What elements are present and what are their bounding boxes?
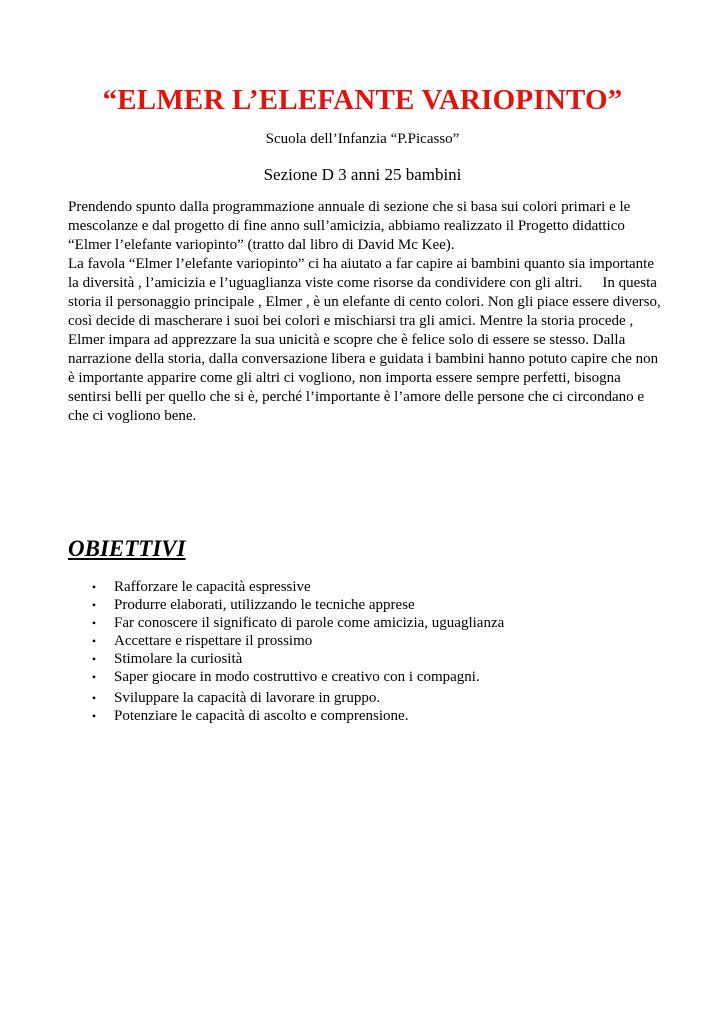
paragraph-line [68, 274, 658, 293]
paragraph-line: “Elmer l’elefante variopinto” (tratto dal libro di David Mc Kee). [68, 237, 455, 253]
paragraph-line: Elmer impara ad apprezzare la sua unicità e scopre che è felice solo di essere se stesso. Dalla [68, 332, 626, 348]
objectives-list [88, 578, 668, 725]
objective-text: Stimolare la curiosità [114, 651, 243, 667]
list-item [88, 650, 668, 668]
objective-text: Produrre elaborati, utilizzando le tecniche apprese [114, 597, 415, 613]
list-item [88, 632, 668, 650]
bullet-icon: • [91, 598, 97, 612]
objective-text: Saper giocare in modo costruttivo e creativo con i compagni. [114, 669, 480, 685]
paragraph-line-part: In questa [602, 275, 657, 291]
bullet-icon: • [91, 616, 97, 630]
list-item [88, 614, 668, 632]
paragraph-line: così decide di mascherare i suoi bei colori e mischiarsi tra gli amici. Mentre la storia procede , [68, 313, 634, 329]
objective-text: Potenziare le capacità di ascolto e comprensione. [114, 708, 409, 724]
paragraph-line: storia il personaggio principale , Elmer , è un elefante di cento colori. Non gli piace essere diverso, [68, 294, 661, 310]
paragraph-line: è importante apparire come gli altri ci vogliono, non importa essere sempre perfetti, bisogna [68, 370, 621, 386]
list-item [88, 689, 668, 707]
section-info: Sezione D 3 anni 25 bambini [263, 165, 462, 184]
bullet-icon: • [91, 580, 97, 594]
paragraph-line: narrazione della storia, dalla conversazione libera e guidata i bambini hanno potuto capire che non [68, 351, 659, 367]
bullet-icon: • [91, 670, 97, 684]
paragraph-line: Prendendo spunto dalla programmazione annuale di sezione che si basa sui colori primari e le [68, 199, 631, 215]
school-name: Scuola dell’Infanzia “P.Picasso” [265, 131, 460, 147]
paragraph-line: La favola “Elmer l’elefante variopinto” ci ha aiutato a far capire ai bambini quanto sia importante [68, 256, 654, 272]
bullet-icon: • [91, 691, 97, 705]
objective-text: Rafforzare le capacità espressive [114, 579, 311, 595]
bullet-icon: • [91, 634, 97, 648]
list-item [88, 707, 668, 725]
intro-paragraph [68, 198, 661, 426]
objectives-heading: OBIETTIVI [68, 536, 186, 561]
bullet-icon: • [91, 709, 97, 723]
list-item [88, 578, 668, 596]
objective-text: Sviluppare la capacità di lavorare in gruppo. [114, 690, 381, 706]
list-item [88, 668, 668, 686]
paragraph-line: sentirsi belli per quello che si è, perché l’importante è l’amore delle persone che ci circondano e [68, 389, 645, 405]
paragraph-line: che ci vogliono bene. [68, 408, 197, 424]
document-title: “ELMER L’ELEFANTE VARIOPINTO” [102, 84, 623, 116]
list-item [88, 596, 668, 614]
bullet-icon: • [91, 652, 97, 666]
objective-text: Accettare e rispettare il prossimo [114, 633, 313, 649]
paragraph-line-part: la diversità , l’amicizia e l’uguaglianza viste come risorse da condividere con gli altri. [68, 275, 583, 291]
objective-text: Far conoscere il significato di parole come amicizia, uguaglianza [114, 615, 505, 631]
paragraph-line: mescolanze e dal progetto di fine anno sull’amicizia, abbiamo realizzato il Progetto didattico [68, 218, 625, 234]
